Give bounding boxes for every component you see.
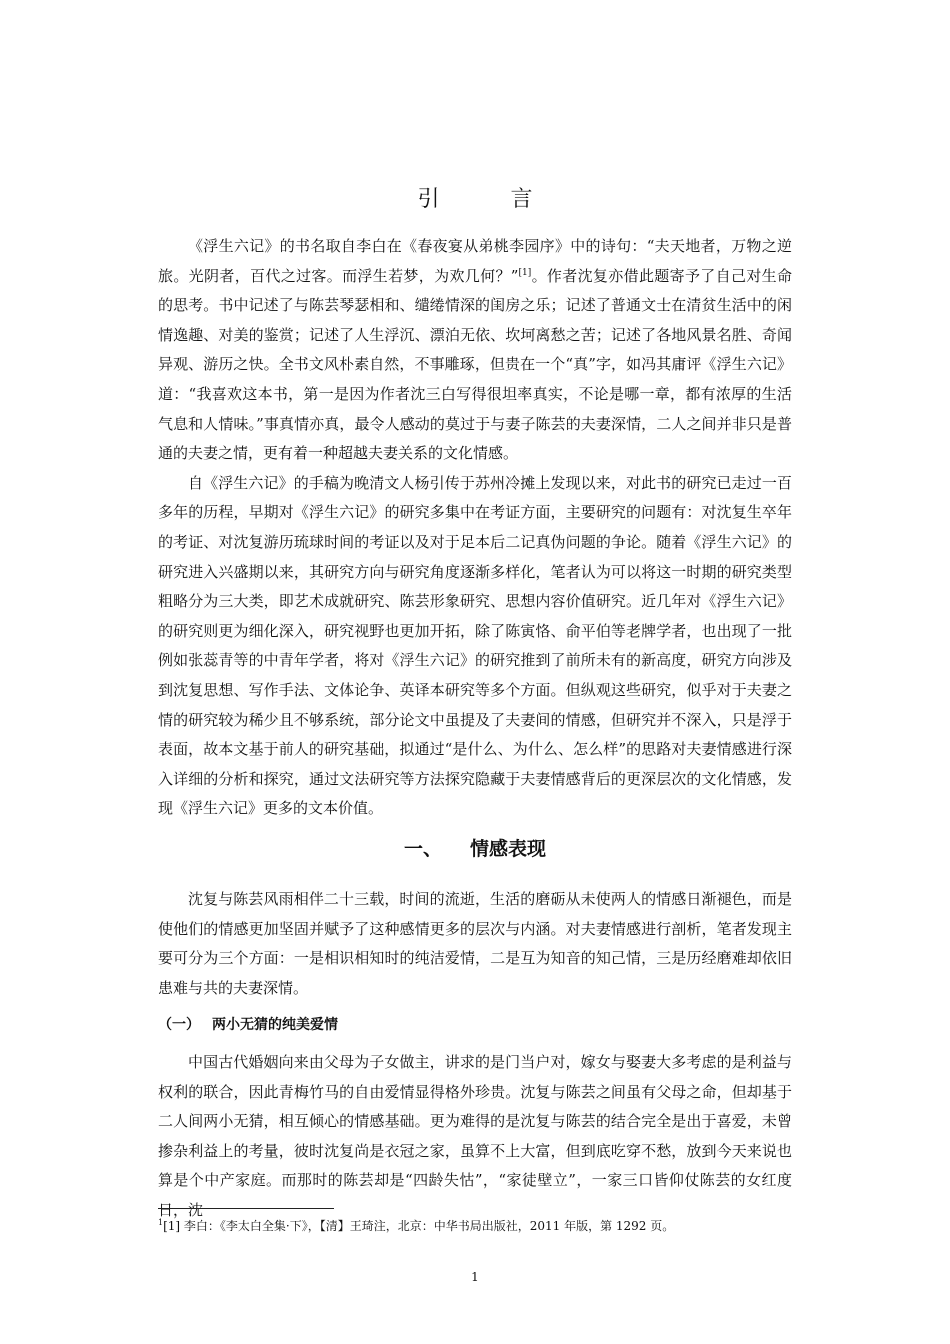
subsection-1-paragraph: 中国古代婚姻向来由父母为子女做主，讲求的是门当户对，嫁女与娶妻大多考虑的是利益与权利的联合，因此青梅竹马的自由爱情显得格外珍贵。沈复与陈芸之间虽有父母之命，但却基于二人间两小无猜，相互倾心的情感基础。更为难得的是沈复与陈芸的结合完全是出于喜爱，未曾掺杂利益上的考量，彼时沈复尚是衣冠之家，虽算不上大富，但到底吃穿不愁，放到今天来说也算是个中产家庭。而那时的陈芸却是“四龄失怙”，“家徒壁立”，一家三口皆仰仗陈芸的女红度日，沈 [158,1053,792,1219]
footnote [158,1214,798,1235]
footnote-text: [1] 李白：《李太白全集·下》，【清】王琦注，北京：中华书局出版社，2011 年版，第 1292 页。 [163,1219,675,1233]
subsection-number: （一） [158,1017,200,1033]
intro-paragraph-1 [158,232,792,469]
page-number: 1 [471,1270,479,1284]
intro-paragraph-1-text: 《浮生六记》的书名取自李白在《春夜宴从弟桃李园序》中的诗句：“夫天地者，万物之逆旅。光阴者，百代之过客。而浮生若梦，为欢几何？” [158,237,792,285]
section-1-body [158,885,792,1003]
section-title: 情感表现 [470,838,547,860]
section-1-paragraph: 沈复与陈芸风雨相伴二十三载，时间的流逝，生活的磨砺从未使两人的情感日渐褪色，而是使他们的情感更加坚固并赋予了这种感情更多的层次与内涵。对夫妻情感进行剖析，笔者发现主要可分为三个方面：一是相识相知时的纯洁爱情，二是互为知音的知己情，三是历经磨难却依旧患难与共的夫妻深情。 [158,890,792,997]
section-heading [0,834,950,861]
section-number: 一、 [403,838,442,860]
subsection-title: 两小无猜的纯美爱情 [212,1017,338,1033]
intro-paragraph-1-cont: 。作者沈复亦借此题寄予了自己对生命的思考。书中记述了与陈芸琴瑟相和、缱绻情深的闺房之乐；记述了普通文士在清贫生活中的闲情逸趣、对美的鉴赏；记述了人生浮沉、漂泊无依、坎坷离愁之苦；记述了各地风景名胜、奇闻异观、游历之快。全书文风朴素自然，不事雕琢，但贵在一个“真”字，如冯其庸评《浮生六记》道：“我喜欢这本书，第一是因为作者沈三白写得很坦率真实，不论是哪一章，都有浓厚的生活气息和人情味。”事真情亦真，最令人感动的莫过于与妻子陈芸的夫妻深情，二人之间并非只是普通的夫妻之情，更有着一种超越夫妻关系的文化情感。 [158,266,793,463]
subsection-1-body [158,1048,792,1226]
subsection-heading [158,1014,338,1034]
footnote-marker: 1 [158,1218,164,1227]
intro-section [158,232,792,824]
intro-paragraph-2: 自《浮生六记》的手稿为晚清文人杨引传于苏州冷摊上发现以来，对此书的研究已走过一百多年的历程，早期对《浮生六记》的研究多集中在考证方面，主要研究的问题有：对沈复生卒年的考证、对沈复游历琉球时间的考证以及对于足本后二记真伪问题的争论。随着《浮生六记》的研究进入兴盛期以来，其研究方向与研究角度逐渐多样化，笔者认为可以将这一时期的研究类型粗略分为三大类，即艺术成就研究、陈芸形象研究、思想内容价值研究。近几年对《浮生六记》的研究则更为细化深入，研究视野也更加开拓，除了陈寅恪、俞平伯等老牌学者，也出现了一批例如张蕊青等的中青年学者，将对《浮生六记》的研究推到了前所未有的新高度，研究方向涉及到沈复思想、写作手法、文体论争、英译本研究等多个方面。但纵观这些研究，似乎对于夫妻之情的研究较为稀少且不够系统，部分论文中虽提及了夫妻间的情感，但研究并不深入，只是浮于表面，故本文基于前人的研究基础，拟通过“是什么、为什么、怎么样”的思路对夫妻情感进行深入详细的分析和探究，通过文法研究等方法探究隐藏于夫妻情感背后的更深层次的文化情感，发现《浮生六记》更多的文本价值。 [158,473,792,818]
citation-marker[interactable]: [1] [518,267,532,278]
footnote-separator [158,1208,334,1209]
page-title: 引 言 [417,187,565,212]
